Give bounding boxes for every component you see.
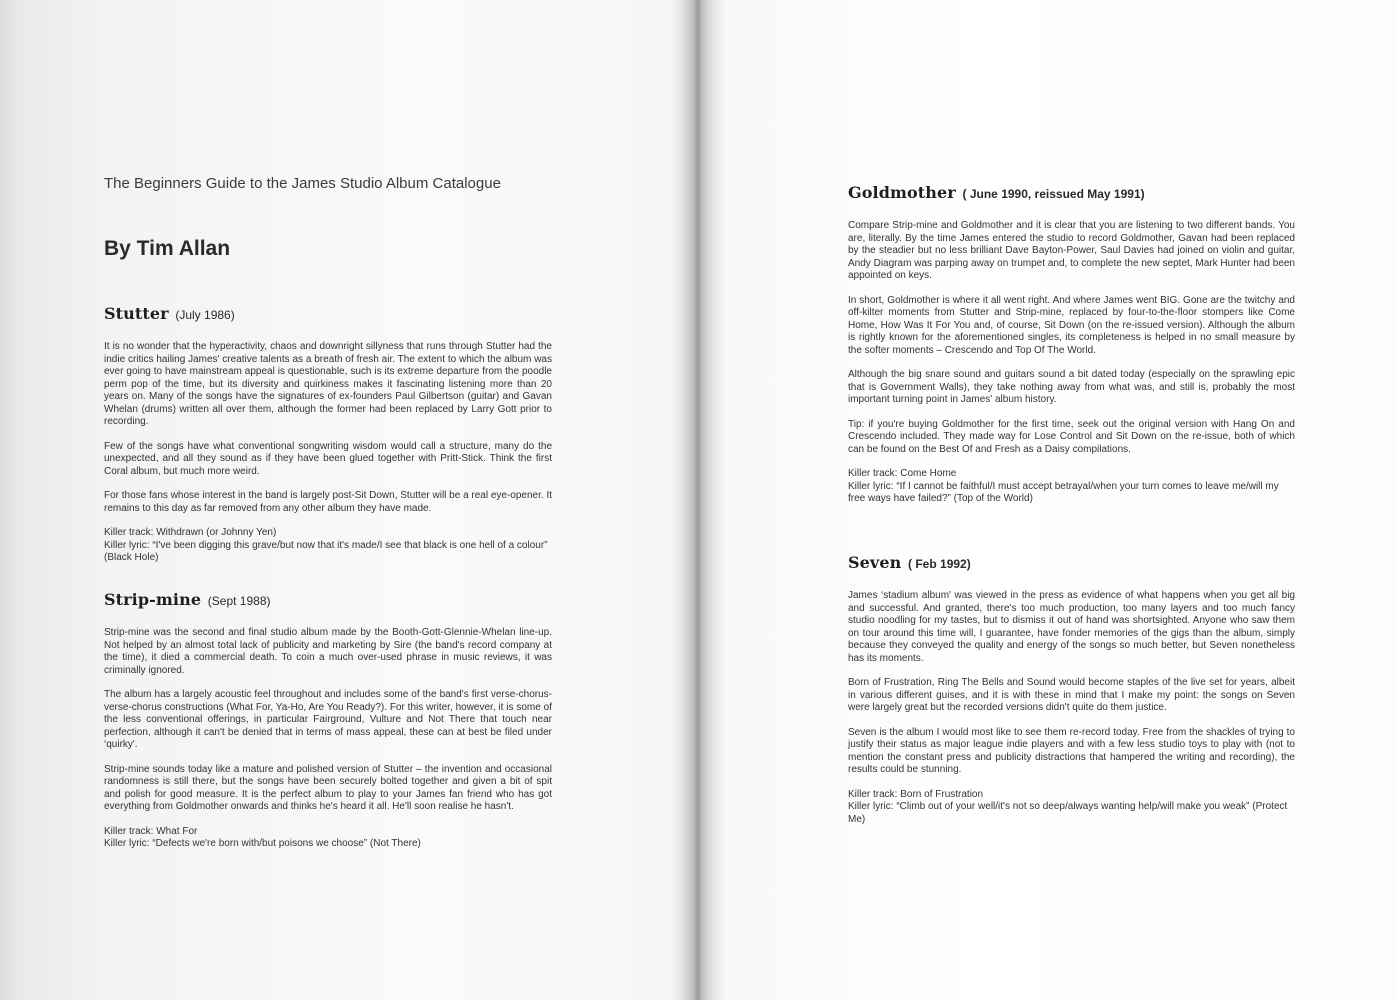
album-title: Seven	[848, 553, 902, 572]
section-heading	[104, 302, 552, 325]
killer-info	[848, 468, 1295, 506]
paragraph: Compare Strip-mine and Goldmother and it is clear that you are listening to two different bands. You are, literally. By the time James entered the studio to record Goldmother, Gavan had been replaced by the steadier but no less brilliant Dave Bayton-Power, Saul Davies had joined on violin and guitar, Andy Diagram was parping away on trumpet and, to complete the new septet, Mark Hunter had been appointed on keys.	[848, 220, 1295, 281]
section-strip-mine	[104, 588, 552, 851]
section-goldmother	[848, 181, 1295, 506]
killer-info	[104, 527, 552, 565]
killer-lyric: Killer lyric: “Climb out of your well/it's not so deep/always wanting help/will make you weak” (Protect Me)	[848, 801, 1288, 825]
killer-lyric: Killer lyric: “If I cannot be faithful/I must accept betrayal/when your turn comes to leave me/will my free ways have failed?” (Top of the World)	[848, 480, 1279, 504]
killer-track: Killer track: Withdrawn (or Johnny Yen)	[104, 527, 277, 538]
section-heading	[848, 551, 1295, 574]
killer-info	[104, 826, 552, 851]
paragraph: James ‘stadium album' was viewed in the press as evidence of what happens when you get all big and successful. And granted, there's too much production, too many layers and too much fancy studio noodling for my tastes, but to dismiss it out of hand was shortsighted. Anyone who saw them on tour around this time will, I guarantee, have fonder memories of the gigs than the album, simply because they conveyed the quality and energy of the songs so much better, but Seven nonetheless has its moments.	[848, 590, 1295, 664]
section-seven	[848, 551, 1295, 826]
paragraph: It is no wonder that the hyperactivity, chaos and downright sillyness that runs through Stutter had the indie critics hailing James' creative talents as a breath of fresh air. The extent to which the album was ever going to have mainstream appeal is questionable, such is its extreme departure from the poodle perm pop of the time, but its diversity and quirkiness makes it fascinating listening more than 20 years on. Many of the songs have the signatures of ex-founders Paul Gilbertson (guitar) and Gavan Whelan (drums) written all over them, although the former had been replaced by Larry Gott prior to recording.	[104, 341, 552, 427]
document-title: The Beginners Guide to the James Studio Album Catalogue	[104, 175, 501, 192]
paragraph: For those fans whose interest in the band is largely post-Sit Down, Stutter will be a real eye-opener. It remains to this day as far removed from any other album they have made.	[104, 490, 553, 514]
paragraph: Although the big snare sound and guitars sound a bit dated today (especially on the sprawling epic that is Government Walls), they take nothing away from what was, and still is, probably the most important turning point in James' album history.	[848, 369, 1295, 405]
paragraph: The album has a largely acoustic feel throughout and includes some of the band's first verse-chorus-verse-chorus constructions (What For, Ya-Ho, Are You Ready?). For this writer, however, it is some of the less conventional offerings, in particular Fairground, Vulture and Not There that touch near perfection, although it can't be denied that in terms of mass appeal, these can at best be filed under ‘quirky'.	[104, 689, 552, 750]
album-title: Stutter	[104, 304, 169, 323]
section-heading	[848, 181, 1295, 204]
album-date: (July 1986)	[175, 308, 235, 322]
album-title: Strip-mine	[104, 590, 202, 609]
killer-lyric: Killer lyric: “I've been digging this grave/but now that it's made/I see that black is one hell of a colour” (Black Hole)	[104, 539, 548, 563]
killer-track: Killer track: Come Home	[848, 468, 957, 479]
album-title: Goldmother	[848, 183, 956, 202]
left-page	[0, 0, 690, 1000]
paragraph: Seven is the album I would most like to see them re-record today. Free from the shackles of trying to justify their status as major league indie players and with a few less studio toys to play with (not to mention the constant press and publicity distractions that hampered the writing and recording), the results could be stunning.	[848, 726, 1295, 775]
section-stutter	[104, 302, 552, 565]
paragraph: Strip-mine sounds today like a mature and polished version of Stutter – the invention and occasional randomness is still there, but the songs have been securely bolted together and given a bit of spit and polish for good measure. It is the perfect album to play to your James fan friend who has got everything from Goldmother onwards and thinks he's heard it all. He'll soon realise he hasn't.	[104, 763, 552, 812]
album-date: (Sept 1988)	[207, 594, 271, 608]
right-page	[700, 0, 1397, 1000]
killer-lyric: Killer lyric: “Defects we're born with/but poisons we choose” (Not There)	[104, 838, 421, 849]
album-date: ( June 1990, reissued May 1991)	[962, 187, 1145, 201]
paragraph: In short, Goldmother is where it all went right. And where James went BIG. Gone are the twitchy and off-kilter moments from Stutter and Strip-mine, replaced by four-to-the-floor stompers like Come Home, How Was It For You and, of course, Sit Down (on the re-issued version). Although the album is rightly known for the aforementioned singles, its completeness is helped in no small measure by the softer moments – Crescendo and Top Of The World.	[848, 294, 1295, 356]
paragraph: Tip: if you're buying Goldmother for the first time, seek out the original version with Hang On and Crescendo included. They made way for Lose Control and Sit Down on the re-issue, both of which can be found on the Best Of and Fresh as a Daisy compilations.	[848, 418, 1295, 455]
paragraph: Strip-mine was the second and final studio album made by the Booth-Gott-Glennie-Whelan line-up. Not helped by an almost total lack of publicity and marketing by Sire (the band's record company at the time), it died a commercial death. To coin a much over-used phrase in music reviews, it was criminally ignored.	[104, 627, 552, 676]
killer-info	[848, 789, 1295, 827]
section-heading	[104, 588, 552, 611]
album-date: ( Feb 1992)	[908, 557, 971, 571]
author-byline: By Tim Allan	[104, 237, 231, 260]
killer-track: Killer track: Born of Frustration	[848, 788, 984, 800]
paragraph: Born of Frustration, Ring The Bells and Sound would become staples of the live set for years, albeit in various different guises, and it is with these in mind that I make my point: the songs on Seven were largely great but the recorded versions didn't quite do them justice.	[848, 677, 1295, 713]
paragraph: Few of the songs have what conventional songwriting wisdom would call a structure, many do the unexpected, and all they sound as if they have been glued together with Pritt-Stick. Think the first Coral album, but much more weird.	[104, 440, 552, 477]
killer-track: Killer track: What For	[104, 825, 198, 837]
